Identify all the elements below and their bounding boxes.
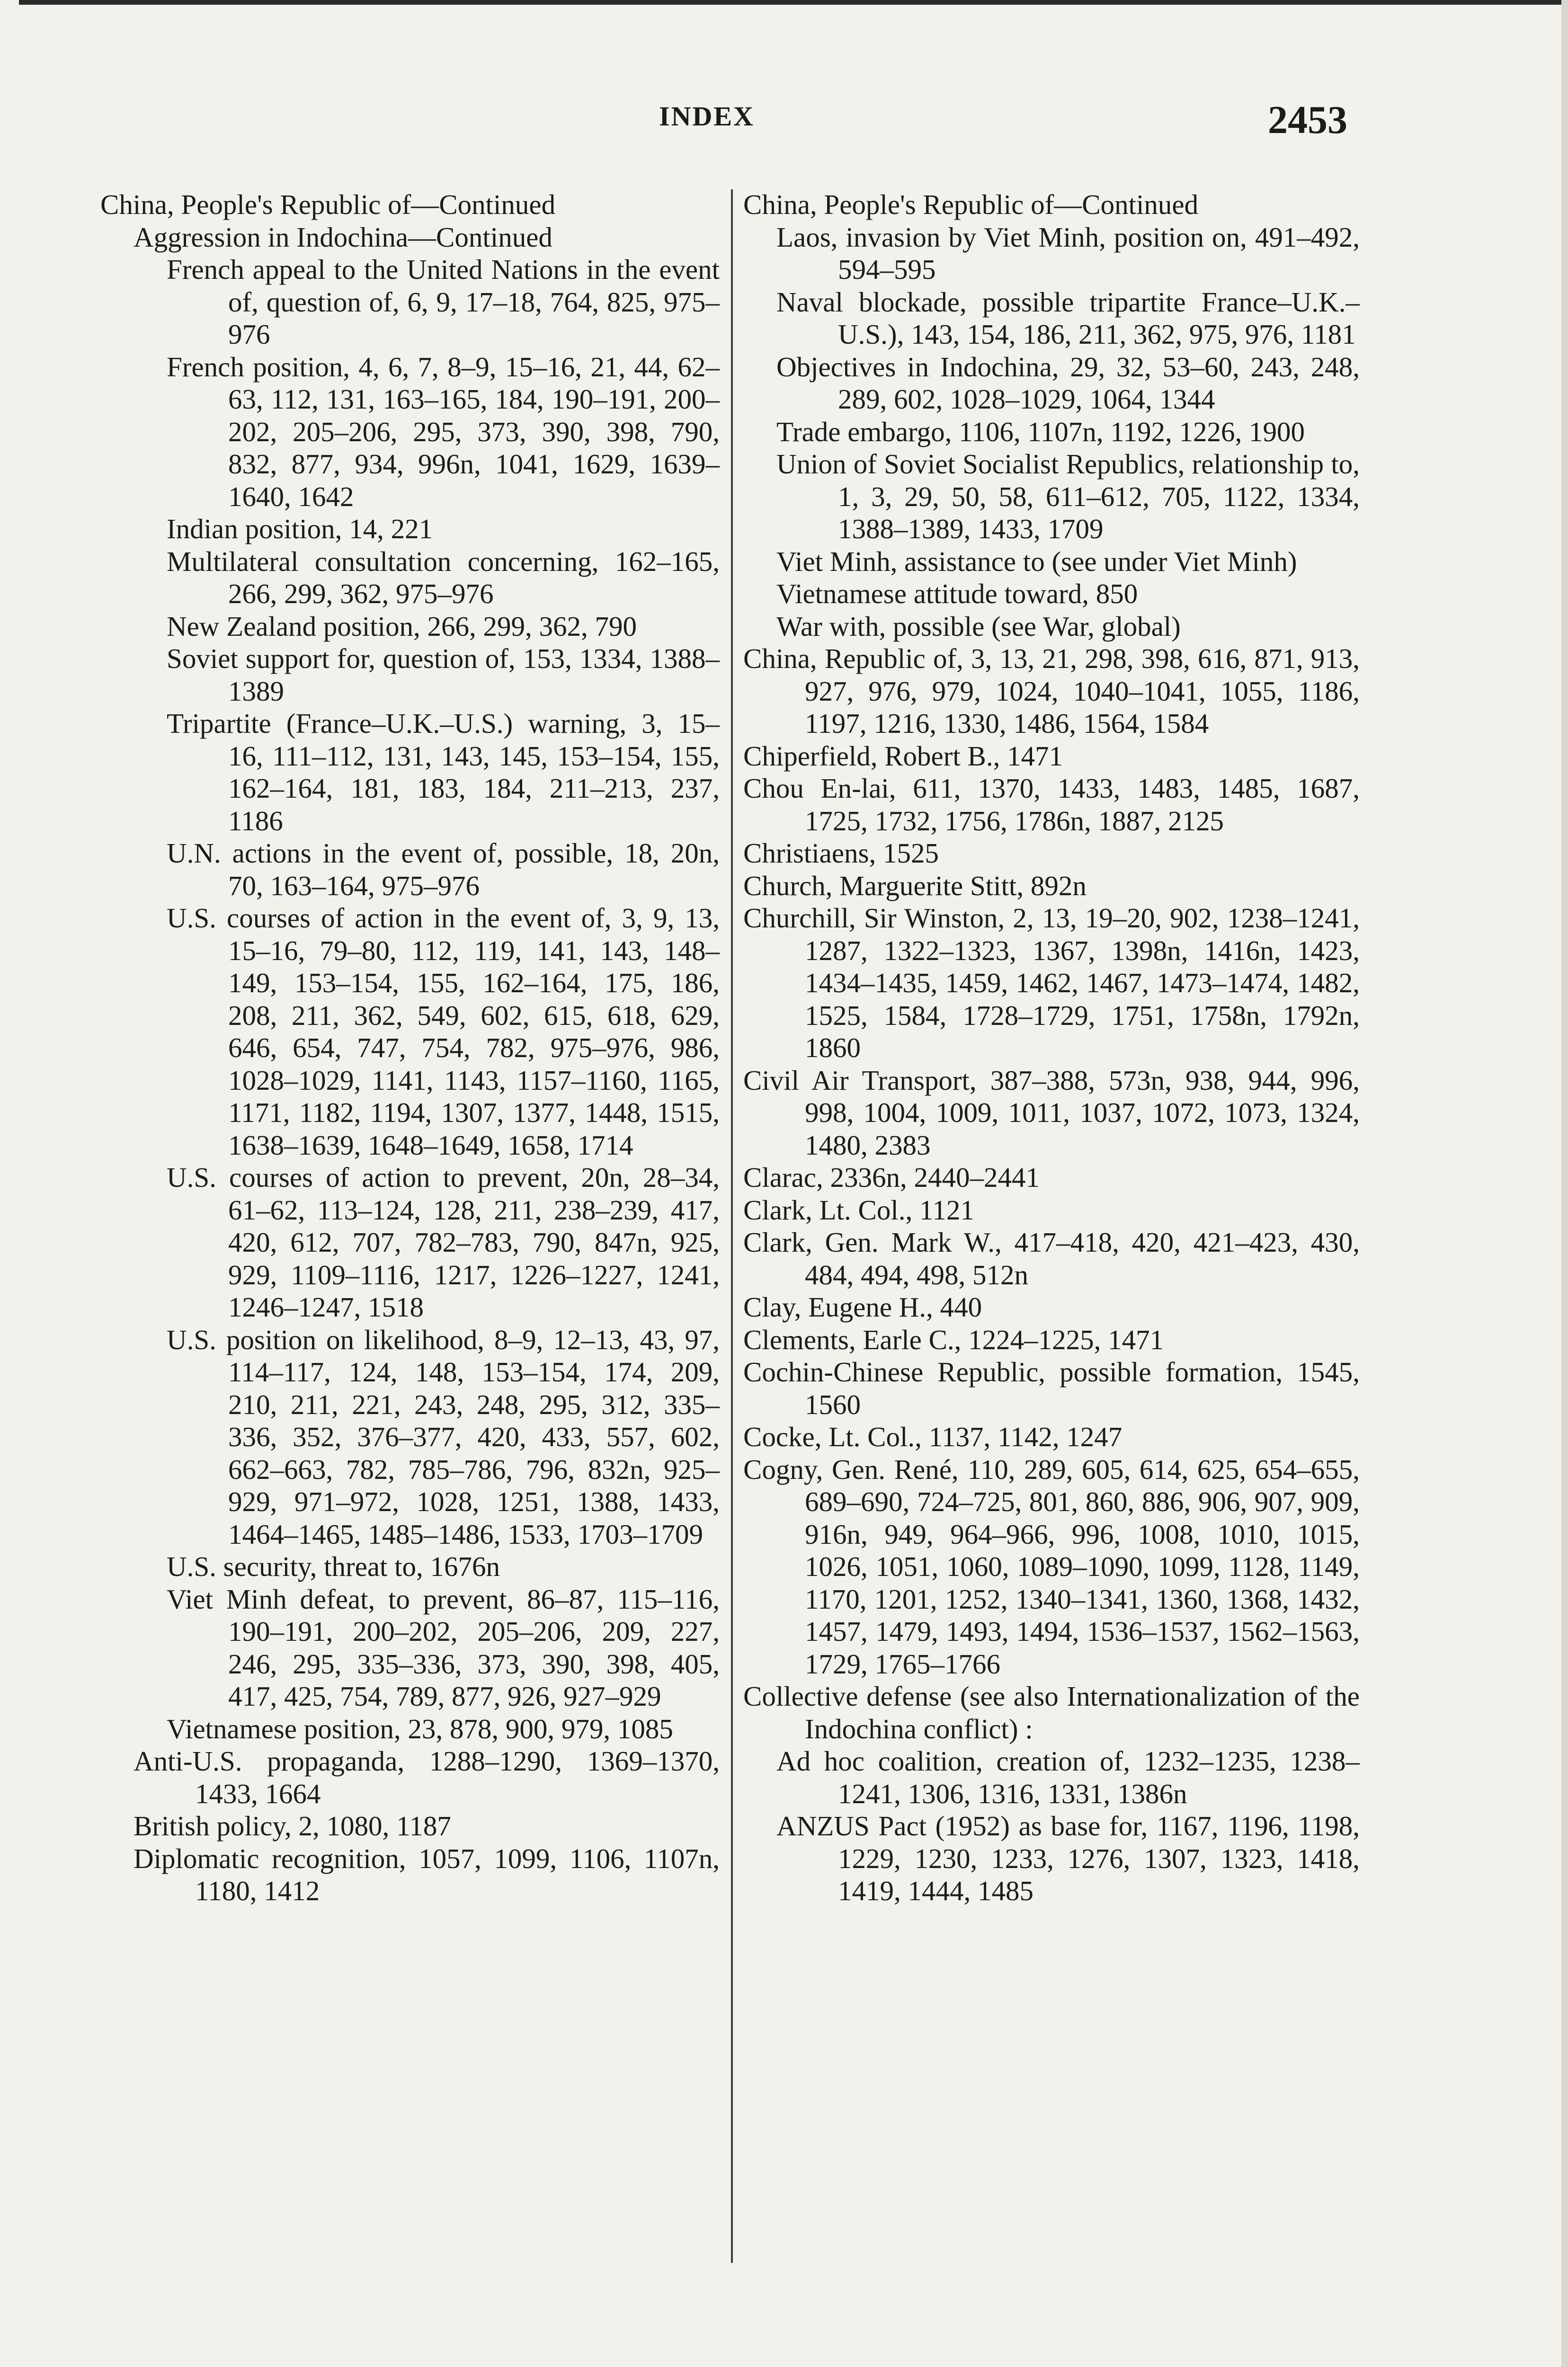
index-entry: Union of Soviet Socialist Republics, relationship to, 1, 3, 29, 50, 58, 611–612, 705, 1122, 1334, 1388–1389, 1433, 1709 bbox=[776, 448, 1360, 544]
index-entry: Clarac, 2336n, 2440–2441 bbox=[743, 1162, 1040, 1193]
index-entry: Laos, invasion by Viet Minh, position on, 491–492, 594–595 bbox=[776, 221, 1360, 285]
index-entry: U.N. actions in the event of, possible, 18, 20n, 70, 163–164, 975–976 bbox=[167, 837, 720, 901]
index-entry: Viet Minh defeat, to prevent, 86–87, 115–116, 190–191, 200–202, 205–206, 209, 227, 246, 295, 335–336, 373, 390, 398, 405, 417, 425, 754, 789, 877, 926, 927–929 bbox=[167, 1583, 720, 1712]
index-entry: U.S. position on likelihood, 8–9, 12–13, 43, 97, 114–117, 124, 148, 153–154, 174, 209, 210, 211, 221, 243, 248, 295, 312, 335–336, 352, 376–377, 420, 433, 557, 602, 662–663, 782, 785–786, 796, 832n, 925–929, 971–972, 1028, 1251, 1388, 1433, 1464–1465, 1485–1486, 1533, 1703–1709 bbox=[167, 1324, 720, 1550]
index-entry: Churchill, Sir Winston, 2, 13, 19–20, 902, 1238–1241, 1287, 1322–1323, 1367, 1398n, 1416n, 1423, 1434–1435, 1459, 1462, 1467, 1473–1474, 1482, 1525, 1584, 1728–1729, 1751, 1758n, 1792n, 1860 bbox=[743, 902, 1360, 1063]
index-entry: China, Republic of, 3, 13, 21, 298, 398, 616, 871, 913, 927, 976, 979, 1024, 1040–1041, 1055, 1186, 1197, 1216, 1330, 1486, 1564, 1584 bbox=[743, 643, 1360, 739]
index-entry: Chou En-lai, 611, 1370, 1433, 1483, 1485, 1687, 1725, 1732, 1756, 1786n, 1887, 2125 bbox=[743, 773, 1360, 836]
index-entry: ANZUS Pact (1952) as base for, 1167, 1196, 1198, 1229, 1230, 1233, 1276, 1307, 1323, 1418, 1419, 1444, 1485 bbox=[776, 1810, 1360, 1906]
index-entry: Indian position, 14, 221 bbox=[167, 513, 433, 544]
index-entry: Clay, Eugene H., 440 bbox=[743, 1291, 982, 1323]
index-entry: Clements, Earle C., 1224–1225, 1471 bbox=[743, 1324, 1164, 1355]
index-entry: U.S. courses of action to prevent, 20n, 28–34, 61–62, 113–124, 128, 211, 238–239, 417, 420, 612, 707, 782–783, 790, 847n, 925, 929, 1109–1116, 1217, 1226–1227, 1241, 1246–1247, 1518 bbox=[167, 1162, 720, 1323]
index-entry: Clark, Lt. Col., 1121 bbox=[743, 1194, 974, 1226]
index-entry: Cocke, Lt. Col., 1137, 1142, 1247 bbox=[743, 1421, 1123, 1452]
index-entry: British policy, 2, 1080, 1187 bbox=[134, 1810, 451, 1842]
index-entry: Soviet support for, question of, 153, 1334, 1388–1389 bbox=[167, 643, 720, 707]
index-entry: China, People's Republic of—Continued bbox=[743, 189, 1199, 220]
index-entry: Clark, Gen. Mark W., 417–418, 420, 421–423, 430, 484, 494, 498, 512n bbox=[743, 1227, 1360, 1290]
index-entry: Diplomatic recognition, 1057, 1099, 1106, 1107n, 1180, 1412 bbox=[134, 1842, 720, 1906]
index-entry: French position, 4, 6, 7, 8–9, 15–16, 21, 44, 62–63, 112, 131, 163–165, 184, 190–191, 200–202, 205–206, 295, 373, 390, 398, 790, 832, 877, 934, 996n, 1041, 1629, 1639–1640, 1642 bbox=[167, 351, 720, 512]
index-column-left bbox=[100, 188, 720, 1907]
index-entry: New Zealand position, 266, 299, 362, 790 bbox=[167, 610, 637, 642]
index-entry: Ad hoc coalition, creation of, 1232–1235, 1238–1241, 1306, 1316, 1331, 1386n bbox=[776, 1745, 1360, 1809]
index-entry: U.S. security, threat to, 1676n bbox=[167, 1551, 500, 1582]
index-entry: Trade embargo, 1106, 1107n, 1192, 1226, 1900 bbox=[776, 416, 1305, 447]
index-entry: Christiaens, 1525 bbox=[743, 837, 939, 869]
index-entry: Cochin-Chinese Republic, possible formation, 1545, 1560 bbox=[743, 1356, 1360, 1420]
index-entry: Anti-U.S. propaganda, 1288–1290, 1369–1370, 1433, 1664 bbox=[134, 1745, 720, 1809]
index-entry: Naval blockade, possible tripartite France–U.K.–U.S.), 143, 154, 186, 211, 362, 975, 976, 1181 bbox=[776, 286, 1360, 350]
page-number: 2453 bbox=[1268, 98, 1347, 142]
index-entry: Collective defense (see also Internationalization of the Indochina conflict) : bbox=[743, 1681, 1360, 1744]
index-entry: Church, Marguerite Stitt, 892n bbox=[743, 870, 1087, 901]
index-entry: Multilateral consultation concerning, 162–165, 266, 299, 362, 975–976 bbox=[167, 545, 720, 609]
index-entry: Objectives in Indochina, 29, 32, 53–60, 243, 248, 289, 602, 1028–1029, 1064, 1344 bbox=[776, 351, 1360, 415]
index-entry: Vietnamese position, 23, 878, 900, 979, 1085 bbox=[167, 1713, 673, 1744]
index-entry: Chiperfield, Robert B., 1471 bbox=[743, 740, 1063, 772]
running-header-title: INDEX bbox=[659, 101, 755, 132]
page-edge-shadow bbox=[1561, 0, 1568, 2367]
index-entry: Cogny, Gen. René, 110, 289, 605, 614, 625, 654–655, 689–690, 724–725, 801, 860, 886, 906, 907, 909, 916n, 949, 964–966, 996, 1008, 1010, 1015, 1026, 1051, 1060, 1089–1090, 1099, 1128, 1149, 1170, 1201, 1252, 1340–1341, 1360, 1368, 1432, 1457, 1479, 1493, 1494, 1536–1537, 1562–1563, 1729, 1765–1766 bbox=[743, 1453, 1360, 1680]
index-entry: China, People's Republic of—Continued bbox=[100, 189, 556, 220]
index-entry: Civil Air Transport, 387–388, 573n, 938, 944, 996, 998, 1004, 1009, 1011, 1037, 1072, 1073, 1324, 1480, 2383 bbox=[743, 1064, 1360, 1161]
top-rule bbox=[19, 0, 1568, 5]
index-entry: Tripartite (France–U.K.–U.S.) warning, 3, 15–16, 111–112, 131, 143, 145, 153–154, 155, 162–164, 181, 183, 184, 211–213, 237, 1186 bbox=[167, 708, 720, 836]
index-entry: French appeal to the United Nations in the event of, question of, 6, 9, 17–18, 764, 825, 975–976 bbox=[167, 254, 720, 350]
index-entry: Viet Minh, assistance to (see under Viet Minh) bbox=[776, 545, 1297, 577]
index-entry: U.S. courses of action in the event of, 3, 9, 13, 15–16, 79–80, 112, 119, 141, 143, 148–149, 153–154, 155, 162–164, 175, 186, 208, 211, 362, 549, 602, 615, 618, 629, 646, 654, 747, 754, 782, 975–976, 986, 1028–1029, 1141, 1143, 1157–1160, 1165, 1171, 1182, 1194, 1307, 1377, 1448, 1515, 1638–1639, 1648–1649, 1658, 1714 bbox=[167, 902, 720, 1161]
index-entry: War with, possible (see War, global) bbox=[776, 610, 1181, 642]
column-divider bbox=[731, 189, 733, 2263]
index-entry: Vietnamese attitude toward, 850 bbox=[776, 578, 1138, 609]
index-column-right bbox=[743, 188, 1360, 1907]
index-entry: Aggression in Indochina—Continued bbox=[134, 221, 552, 253]
